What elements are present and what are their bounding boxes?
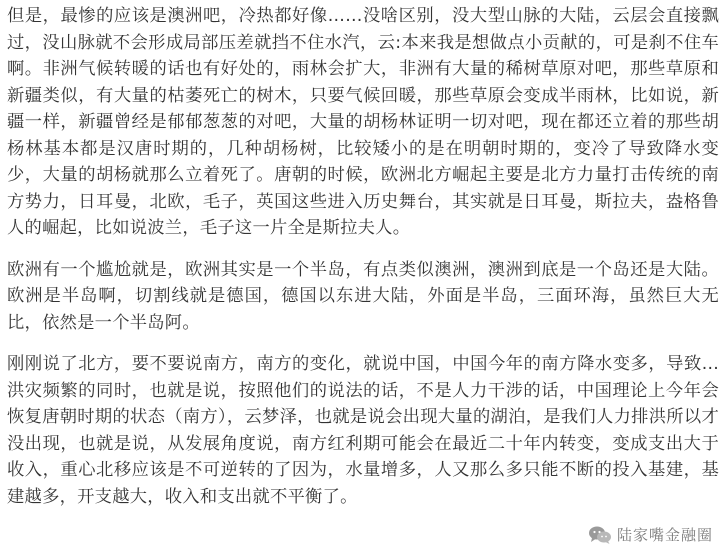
paragraph-3: 刚刚说了北方，要不要说南方，南方的变化，就说中国，中国今年的南方降水变多，导致...洪灾频繁的同时，也就是说，按照他们的说法的话，不是人力干涉的话，中国理论上今年会恢复唐朝时期的状态（南方），云梦泽，也就是说会出现大量的湖泊，是我们人力排洪所以才没出现，也就是说，从发展角度说，南方红利期可能会在最近二十年内转变，变成支出大于收入，重心北移应该是不可逆转的了因为，水量增多，人又那么多只能不断的投入基建，基建越多，开支越大，收入和支出就不平衡了。 <box>7 354 719 507</box>
wechat-icon <box>588 525 612 545</box>
paragraph-2: 欧洲有一个尴尬就是，欧洲其实是一个半岛，有点类似澳洲，澳洲到底是一个岛还是大陆。欧洲是半岛啊，切割线就是德国，德国以东进大陆，外面是半岛，三面环海，虽然巨大无比，依然是一个半岛阿。 <box>7 259 719 333</box>
watermark <box>586 524 715 546</box>
article-body <box>7 3 719 525</box>
paragraph-1: 但是，最惨的应该是澳洲吧，冷热都好像……没啥区别，没大型山脉的大陆，云层会直接飘过，没山脉就不会形成局部压差就挡不住水汽，云:本来我是想做点小贡献的，可是刹不住车啊。非洲气候转暖的话也有好处的，雨林会扩大，非洲有大量的稀树草原对吧，那些草原和新疆类似，有大量的枯萎死亡的树木，只要气候回暖，那些草原会变成半雨林，比如说，新疆一样，新疆曾经是郁郁葱葱的对吧，大量的胡杨林证明一切对吧，现在都还立着的那些胡杨林基本都是汉唐时期的，几种胡杨树，比较矮小的是在明朝时期的，变冷了导致降水变少，大量的胡杨就那么立着死了。唐朝的时候，欧洲北方崛起主要是北方力量打击传统的南方势力，日耳曼，北欧，毛子，英国这些进入历史舞台，其实就是日耳曼，斯拉夫，盎格鲁人的崛起，比如说波兰，毛子这一片全是斯拉夫人。 <box>7 6 719 238</box>
watermark-text: 陆家嘴金融圈 <box>616 526 713 544</box>
